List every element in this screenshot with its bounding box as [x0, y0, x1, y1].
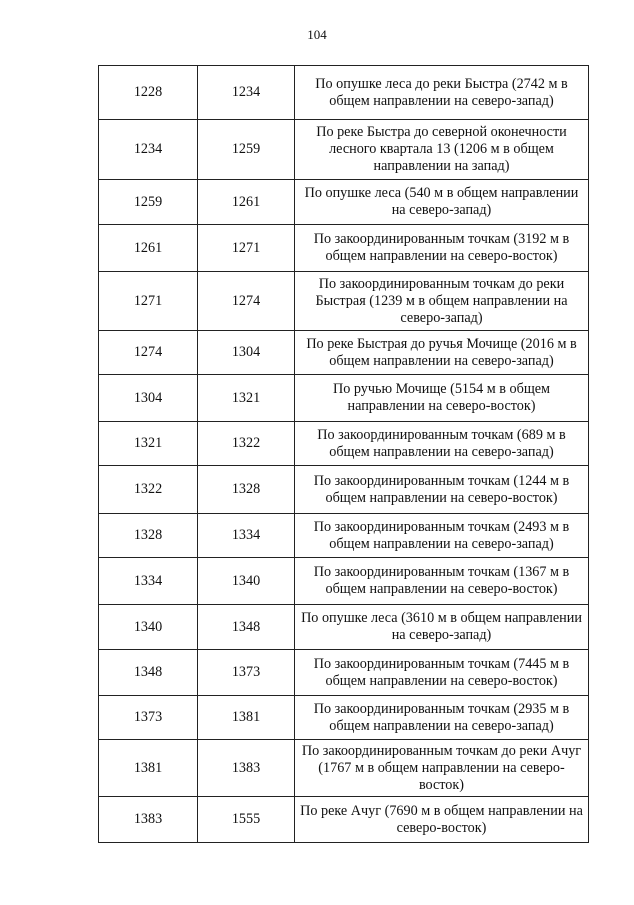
from-point: 1334: [99, 558, 198, 605]
from-point: 1322: [99, 466, 198, 514]
segment-description: По закоординированным точкам до реки Быстрая (1239 м в общем направлении на северо-запад): [295, 272, 589, 331]
table-row: [99, 650, 589, 696]
to-point: 1261: [198, 180, 295, 225]
to-point: 1321: [198, 375, 295, 422]
from-point: 1381: [99, 740, 198, 797]
segment-description: По опушке леса (3610 м в общем направлении на северо-запад): [295, 605, 589, 650]
segment-description: По опушке леса (540 м в общем направлении на северо-запад): [295, 180, 589, 225]
to-point: 1340: [198, 558, 295, 605]
table-row: [99, 740, 589, 797]
to-point: 1348: [198, 605, 295, 650]
from-point: 1348: [99, 650, 198, 696]
from-point: 1304: [99, 375, 198, 422]
from-point: 1274: [99, 331, 198, 375]
segment-description: По реке Быстра до северной оконечности лесного квартала 13 (1206 м в общем направлении на запад): [295, 120, 589, 180]
table-row: [99, 514, 589, 558]
from-point: 1271: [99, 272, 198, 331]
table-row: [99, 120, 589, 180]
to-point: 1328: [198, 466, 295, 514]
from-point: 1228: [99, 66, 198, 120]
segment-description: По закоординированным точкам (1244 м в общем направлении на северо-восток): [295, 466, 589, 514]
to-point: 1259: [198, 120, 295, 180]
from-point: 1328: [99, 514, 198, 558]
to-point: 1383: [198, 740, 295, 797]
segment-description: По закоординированным точкам (7445 м в общем направлении на северо-восток): [295, 650, 589, 696]
table-row: [99, 331, 589, 375]
page-number: 104: [307, 27, 327, 42]
segment-description: По закоординированным точкам (689 м в общем направлении на северо-запад): [295, 422, 589, 466]
segment-description: По закоординированным точкам (2935 м в общем направлении на северо-запад): [295, 696, 589, 740]
table-row: [99, 180, 589, 225]
segment-description: По закоординированным точкам (2493 м в общем направлении на северо-запад): [295, 514, 589, 558]
to-point: 1373: [198, 650, 295, 696]
segment-description: По ручью Мочище (5154 м в общем направлении на северо-восток): [295, 375, 589, 422]
boundary-table: [98, 65, 589, 843]
to-point: 1555: [198, 797, 295, 843]
table-row: [99, 605, 589, 650]
to-point: 1322: [198, 422, 295, 466]
from-point: 1321: [99, 422, 198, 466]
from-point: 1383: [99, 797, 198, 843]
to-point: 1271: [198, 225, 295, 272]
table-row: [99, 375, 589, 422]
segment-description: По закоординированным точкам (1367 м в общем направлении на северо-восток): [295, 558, 589, 605]
to-point: 1304: [198, 331, 295, 375]
to-point: 1274: [198, 272, 295, 331]
segment-description: По опушке леса до реки Быстра (2742 м в общем направлении на северо-запад): [295, 66, 589, 120]
from-point: 1259: [99, 180, 198, 225]
table-row: [99, 466, 589, 514]
table-row: [99, 797, 589, 843]
table-row: [99, 272, 589, 331]
segment-description: По закоординированным точкам до реки Ачуг (1767 м в общем направлении на северо-восток): [295, 740, 589, 797]
to-point: 1334: [198, 514, 295, 558]
to-point: 1234: [198, 66, 295, 120]
table-row: [99, 66, 589, 120]
segment-description: По закоординированным точкам (3192 м в общем направлении на северо-восток): [295, 225, 589, 272]
from-point: 1261: [99, 225, 198, 272]
from-point: 1234: [99, 120, 198, 180]
table-row: [99, 558, 589, 605]
from-point: 1373: [99, 696, 198, 740]
segment-description: По реке Ачуг (7690 м в общем направлении на северо-восток): [295, 797, 589, 843]
to-point: 1381: [198, 696, 295, 740]
table-row: [99, 696, 589, 740]
table-row: [99, 422, 589, 466]
segment-description: По реке Быстрая до ручья Мочище (2016 м в общем направлении на северо-запад): [295, 331, 589, 375]
from-point: 1340: [99, 605, 198, 650]
table-row: [99, 225, 589, 272]
